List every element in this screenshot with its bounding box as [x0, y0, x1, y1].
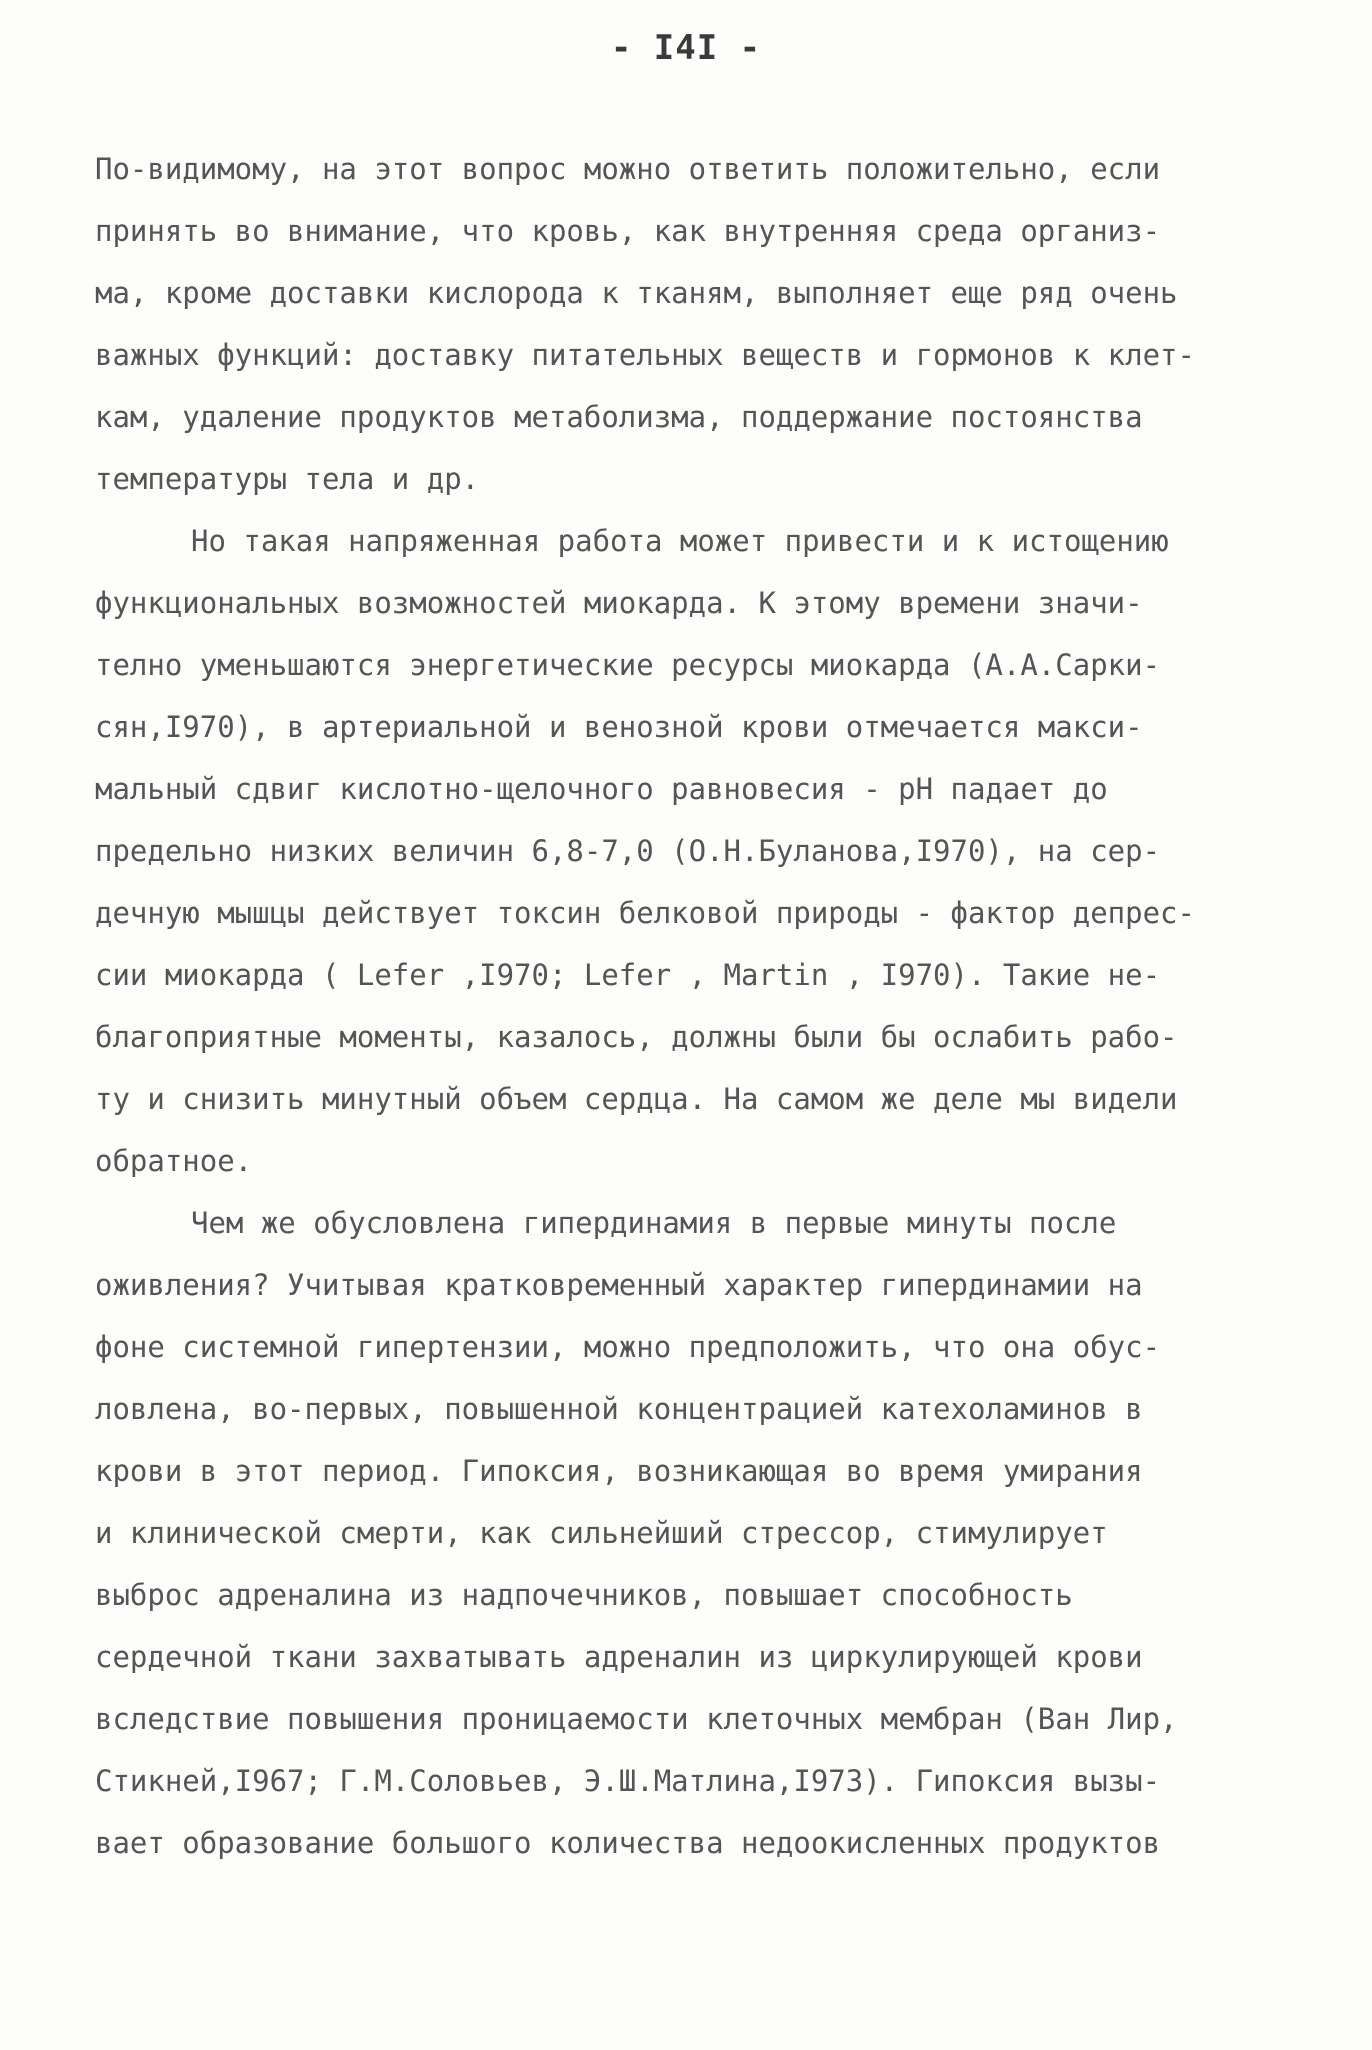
paragraph-3: [95, 1192, 1275, 1874]
text-line: сии миокарда ( Lefer ,I970; Lefer , Martin , I970). Такие не-: [95, 958, 1161, 992]
text-line: ту и снизить минутный объем сердца. На самом же деле мы видели: [95, 1082, 1178, 1116]
text-line: обратное.: [95, 1144, 253, 1178]
text-line: ма, кроме доставки кислорода к тканям, выполняет еще ряд очень: [95, 276, 1178, 310]
text-line: вследствие повышения проницаемости клеточных мембран (Ван Лир,: [95, 1702, 1178, 1736]
text-line: принять во внимание, что кровь, как внутренняя среда организ-: [95, 214, 1161, 248]
text-line: вает образование большого количества недоокисленных продуктов: [95, 1826, 1161, 1860]
text-line: Стикней,I967; Г.М.Соловьев, Э.Ш.Матлина,I973). Гипоксия вызы-: [95, 1764, 1161, 1798]
text-line: благоприятные моменты, казалось, должны были бы ослабить рабо-: [95, 1020, 1178, 1054]
text-line: По-видимому, на этот вопрос можно ответить положительно, если: [95, 152, 1161, 186]
text-line: сян,I970), в артериальной и венозной крови отмечается макси-: [95, 710, 1143, 744]
paragraph-2: [95, 510, 1275, 1192]
body-text: [95, 138, 1275, 1874]
text-line: ловлена, во-первых, повышенной концентрацией катехоламинов в: [95, 1392, 1143, 1426]
text-line: кам, удаление продуктов метаболизма, поддержание постоянства: [95, 400, 1143, 434]
text-line: сердечной ткани захватывать адреналин из циркулирующей крови: [95, 1640, 1143, 1674]
text-line: температуры тела и др.: [95, 462, 480, 496]
text-line: мальный сдвиг кислотно-щелочного равновесия - рН падает до: [95, 772, 1108, 806]
text-line: Но такая напряженная работа может привести и к истощению: [191, 524, 1169, 558]
text-line: предельно низких величин 6,8-7,0 (О.Н.Буланова,I970), на сер-: [95, 834, 1161, 868]
text-line: фоне системной гипертензии, можно предположить, что она обус-: [95, 1330, 1161, 1364]
text-line: и клинической смерти, как сильнейший стрессор, стимулирует: [95, 1516, 1108, 1550]
text-line: выброс адреналина из надпочечников, повышает способность: [95, 1578, 1073, 1612]
text-line: дечную мышцы действует токсин белковой природы - фактор депрес-: [95, 896, 1195, 930]
text-line: оживления? Учитывая кратковременный характер гипердинамии на: [95, 1268, 1143, 1302]
text-line: телно уменьшаются энергетические ресурсы миокарда (А.А.Сарки-: [95, 648, 1161, 682]
text-line: крови в этот период. Гипоксия, возникающая во время умирания: [95, 1454, 1143, 1488]
page-number: - I4I -: [610, 28, 762, 68]
text-line: важных функций: доставку питательных веществ и гормонов к клет-: [95, 338, 1195, 372]
text-line: Чем же обусловлена гипердинамия в первые минуты после: [191, 1206, 1117, 1240]
text-line: функциональных возможностей миокарда. К этому времени значи-: [95, 586, 1143, 620]
paragraph-1: [95, 138, 1275, 510]
